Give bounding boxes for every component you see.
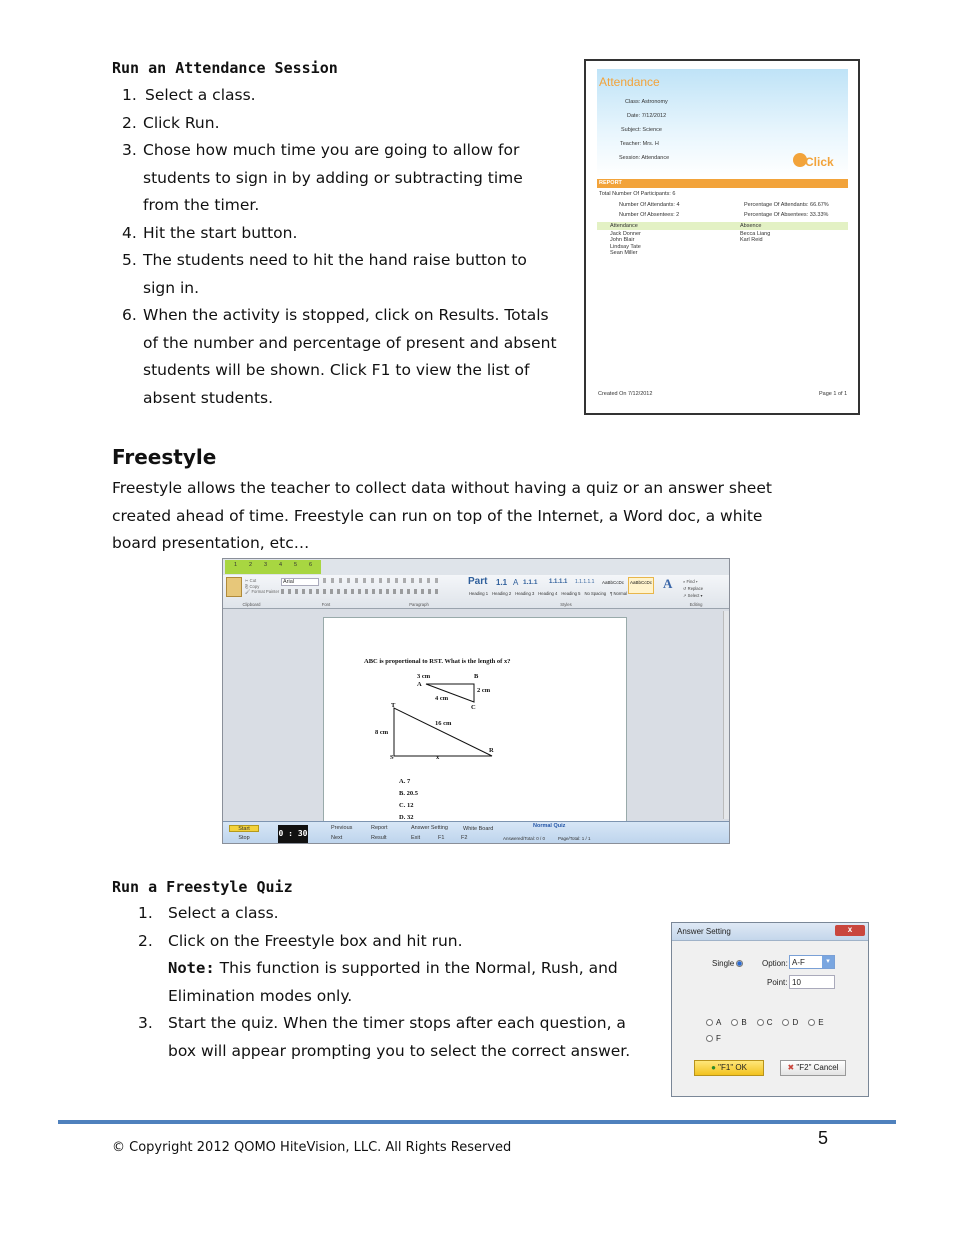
freestyle-quiz-heading: Run a Freestyle Quiz xyxy=(112,878,293,896)
style-normal[interactable]: AaBbCcDc xyxy=(628,577,654,594)
clipboard-commands[interactable]: ✂ Cut ⎘ Copy 🖌 Format Painter xyxy=(245,578,280,594)
style-names: Heading 1 Heading 2 Heading 3 Heading 4 Heading 5 No Spacing ¶ Normal xyxy=(469,591,628,596)
cancel-icon: ✖ xyxy=(787,1063,795,1072)
page-total: Page/Total: 1 / 1 xyxy=(558,836,591,841)
report-title: Attendance xyxy=(599,75,660,89)
tab[interactable]: 4 xyxy=(278,562,283,568)
ok-button[interactable]: ● "F1" OK xyxy=(694,1060,764,1076)
cancel-button[interactable]: ✖ "F2" Cancel xyxy=(780,1060,846,1076)
triangle-diagram xyxy=(364,670,504,770)
white-board-button[interactable]: White Board xyxy=(463,826,494,832)
dialog-titlebar xyxy=(672,923,869,941)
label-r: R xyxy=(489,747,494,754)
start-button[interactable]: Start xyxy=(229,825,259,832)
tab[interactable]: 6 xyxy=(308,562,313,568)
answer-choices xyxy=(706,1018,824,1027)
next-button[interactable]: Next xyxy=(331,835,343,841)
choice-e[interactable]: E xyxy=(808,1018,823,1027)
attendance-steps xyxy=(112,82,577,412)
report-absentees: Number Of Absentees: 2 xyxy=(619,212,680,218)
report-attendee-list: Jack Donner John Blair Lindsay Tate Sean Miller xyxy=(610,231,641,256)
font-name-field[interactable]: Arial xyxy=(281,578,319,586)
label-x: x xyxy=(436,754,440,761)
word-ribbon xyxy=(223,575,730,609)
report-bar: REPORT xyxy=(597,179,848,188)
ribbon-groups: Clipboard Font Paragraph Styles Editing xyxy=(242,602,703,607)
font-format-buttons[interactable] xyxy=(281,589,441,594)
label-c: C xyxy=(471,704,476,711)
answer-choices: A. 7 B. 20.5 C. 12 D. 32 xyxy=(399,778,418,821)
list-item: 2. Click Run. xyxy=(122,113,220,132)
paste-icon[interactable] xyxy=(226,577,242,597)
change-styles-icon[interactable]: A xyxy=(663,576,673,591)
label-ts: 8 cm xyxy=(375,729,389,736)
answer-setting-dialog xyxy=(671,922,869,1097)
style-1-1-1-1-1[interactable]: 1.1.1.1.1 xyxy=(575,579,595,585)
report-field: Subject: Science xyxy=(621,127,662,133)
click-logo-text: Click xyxy=(805,155,834,169)
tab[interactable]: 2 xyxy=(248,562,253,568)
report-header xyxy=(597,69,848,177)
attendance-heading: Run an Attendance Session xyxy=(112,59,338,77)
label-t: T xyxy=(391,702,396,709)
point-label: Point: xyxy=(767,978,788,987)
f2-button[interactable]: F2 xyxy=(461,835,468,841)
freestyle-quiz-steps xyxy=(112,900,672,1065)
attendance-report-screenshot xyxy=(584,59,860,415)
list-item: 3. Chose how much time you are going to allow for students to sign in by adding or subtracting time from the timer. xyxy=(122,141,523,214)
f1-button[interactable]: F1 xyxy=(438,835,445,841)
quiz-toolbar xyxy=(223,821,730,844)
choice-d[interactable]: D xyxy=(782,1018,798,1027)
report-field: Session: Attendance xyxy=(619,155,670,161)
paragraph-buttons[interactable] xyxy=(323,578,443,583)
report-page: Page 1 of 1 xyxy=(819,391,848,397)
dialog-title: Answer Setting xyxy=(677,927,731,936)
choice-b[interactable]: B xyxy=(731,1018,746,1027)
editing-commands[interactable]: ⌕ Find ▾ ↺ Replace ↗ Select ▾ xyxy=(683,579,704,598)
timer-display: 0 : 30 xyxy=(278,825,308,843)
style-1-1-1[interactable]: 1.1.1 xyxy=(523,579,538,586)
report-attendants: Number Of Attendants: 4 xyxy=(619,202,680,208)
freestyle-heading: Freestyle xyxy=(112,445,217,469)
tab[interactable]: 5 xyxy=(293,562,298,568)
style-a[interactable]: A xyxy=(513,578,519,587)
previous-button[interactable]: Previous xyxy=(331,825,353,831)
point-input[interactable]: 10 xyxy=(789,975,835,989)
report-total: Total Number Of Participants: 6 xyxy=(599,191,676,197)
label-tr: 16 cm xyxy=(435,720,452,727)
result-button[interactable]: Result xyxy=(371,835,387,841)
choice-f[interactable]: F xyxy=(706,1034,721,1043)
vertical-scrollbar[interactable] xyxy=(723,611,730,819)
list-item: 6. When the activity is stopped, click on Results. Totals of the number and percentage of present and absent students will be shown. Click F1 to view the list of absent students. xyxy=(122,306,557,407)
report-col-absence: Absence xyxy=(740,223,762,229)
page-number: 5 xyxy=(818,1128,829,1148)
quiz-question: ABC is proportional to RST. What is the length of x? xyxy=(364,658,511,665)
stop-button[interactable]: Stop xyxy=(238,835,250,841)
tab[interactable]: 3 xyxy=(263,562,268,568)
list-item: 1. Select a class. xyxy=(122,86,256,104)
choice-c[interactable]: C xyxy=(757,1018,773,1027)
list-item: 3. Start the quiz. When the timer stops after each question, a box will appear prompting you to select the correct answer. xyxy=(138,1014,631,1060)
freestyle-description: Freestyle allows the teacher to collect data without having a quiz or an answer sheet created ahead of time. Freestyle can run on top of the Internet, a Word doc, a white board presentation, etc… xyxy=(112,479,772,552)
chevron-down-icon: ▾ xyxy=(822,956,834,968)
tab[interactable]: 1 xyxy=(233,562,238,568)
label-bc: 2 cm xyxy=(477,687,491,694)
exit-button[interactable]: Exit xyxy=(411,835,421,841)
report-field: Class: Astronomy xyxy=(625,99,668,105)
quiz-tabs xyxy=(225,560,321,574)
list-item: 4. Hit the start button. xyxy=(122,223,298,242)
report-pct-attendants: Percentage Of Attendants: 66.67% xyxy=(744,202,829,208)
report-button[interactable]: Report xyxy=(371,825,388,831)
footer-rule xyxy=(58,1120,896,1124)
single-radio[interactable]: Single xyxy=(712,959,746,968)
style-1-1[interactable]: 1.1 xyxy=(496,578,508,587)
list-item: 5. The students need to hit the hand raise button to sign in. xyxy=(122,251,527,297)
copyright: © Copyright 2012 QOMO HiteVision, LLC. All Rights Reserved xyxy=(112,1140,512,1155)
list-item: 2. Click on the Freestyle box and hit run. Note: This function is supported in the Normal, Rush, and Elimination modes only. xyxy=(112,928,672,1011)
style-no-spacing[interactable]: AaBbCcDc xyxy=(602,580,625,585)
label-ac: 4 cm xyxy=(435,695,449,702)
freestyle-word-screenshot xyxy=(222,558,730,844)
label-a: A xyxy=(417,681,422,688)
answer-setting-button[interactable]: Answer Setting xyxy=(411,825,448,831)
document-page xyxy=(323,617,627,822)
report-field: Teacher: Mrs. H xyxy=(620,141,659,147)
label-b: B xyxy=(474,673,479,680)
quiz-mode: Normal Quiz xyxy=(533,823,566,829)
style-part[interactable]: Part xyxy=(468,576,488,587)
list-item: 1. Select a class. xyxy=(138,904,279,922)
report-field: Date: 7/12/2012 xyxy=(627,113,667,119)
label-ab: 3 cm xyxy=(417,673,431,680)
report-absentee-list: Becca Liang Karl Reid xyxy=(740,231,771,244)
radio-selected-icon xyxy=(736,960,743,967)
style-1-1-1-1[interactable]: 1.1.1.1 xyxy=(549,579,568,585)
note: Note: This function is supported in the Normal, Rush, and xyxy=(168,959,618,977)
option-label: Option: xyxy=(762,959,788,968)
report-pct-absentees: Percentage Of Absentees: 33.33% xyxy=(744,212,829,218)
option-select[interactable]: A-F ▾ xyxy=(789,955,835,969)
check-icon: ● xyxy=(711,1063,716,1072)
close-button[interactable]: x xyxy=(835,925,865,936)
report-col-attendance: Attendance xyxy=(610,223,638,229)
choice-a[interactable]: A xyxy=(706,1018,721,1027)
label-s: S xyxy=(390,754,394,761)
report-created: Created On 7/12/2012 xyxy=(598,391,653,397)
answered-total: Answered/Total: 0 / 0 xyxy=(503,836,546,841)
